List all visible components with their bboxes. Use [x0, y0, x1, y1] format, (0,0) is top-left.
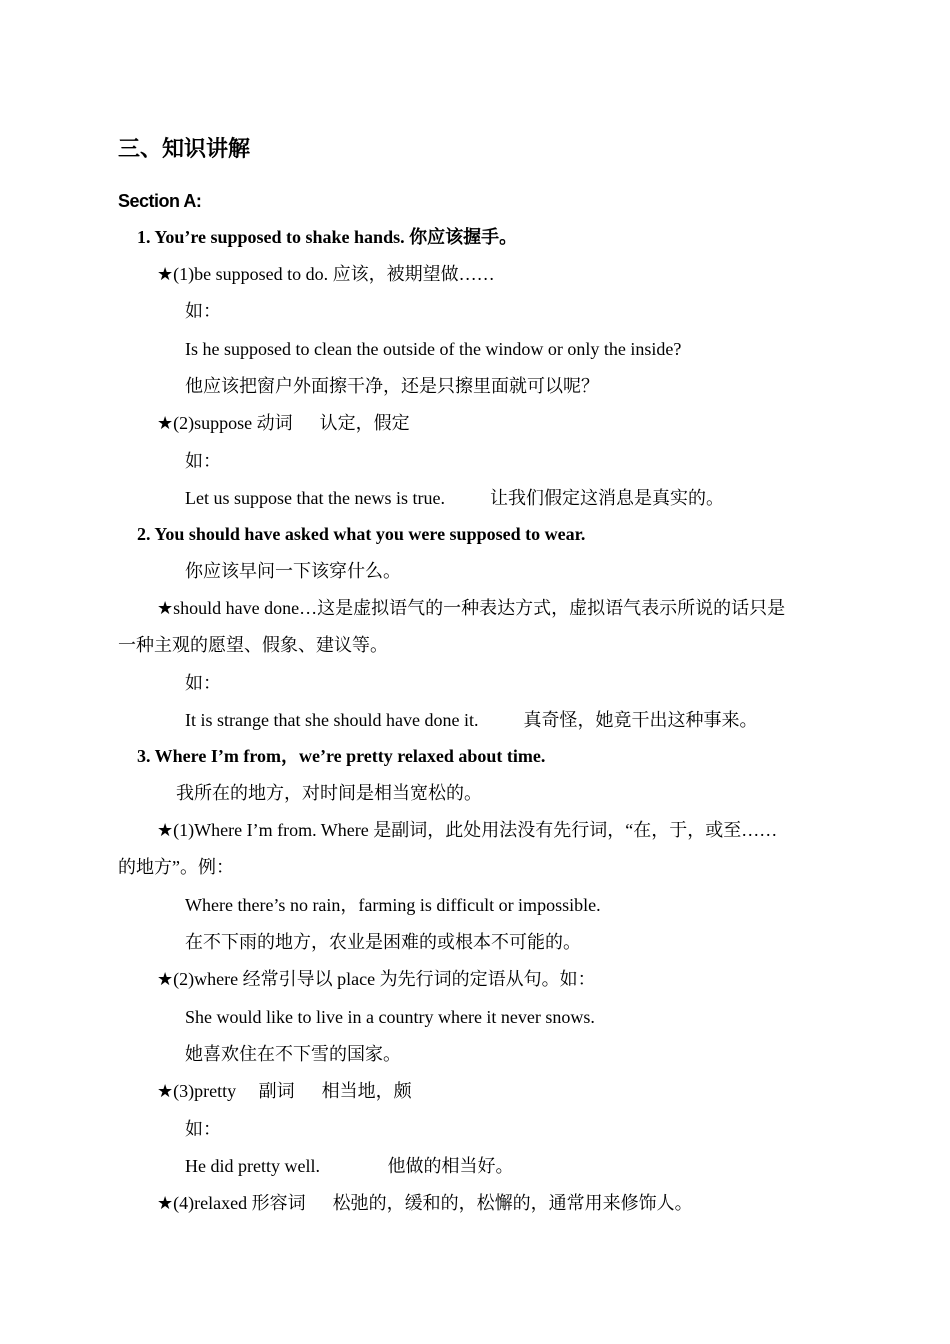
note-line: ★(2)where 经常引导以 place 为先行词的定语从句。如： [157, 969, 596, 989]
example-sentence: Let us suppose that the news is true. 让我们假定这消息是真实的。 [185, 488, 724, 508]
section-heading: 三、知识讲解 [118, 137, 251, 162]
note-line-continued: 一种主观的愿望、假象、建议等。 [118, 635, 388, 655]
point-3-heading: 3. Where I’m from，we’re pretty relaxed about time. [137, 746, 546, 766]
point-2-heading: 2. You should have asked what you were supposed to wear. [137, 524, 586, 544]
example-sentence: Where there’s no rain，farming is difficult or impossible. [185, 895, 601, 915]
note-line: ★(2)suppose 动词 认定，假定 [157, 413, 410, 433]
note-line: ★(1)Where I’m from. Where 是副词，此处用法没有先行词，“在，于，或至…… [157, 820, 778, 840]
example-sentence: It is strange that she should have done it. 真奇怪，她竟干出这种事来。 [185, 710, 758, 730]
example-translation: 在不下雨的地方，农业是困难的或根本不可能的。 [185, 932, 581, 952]
example-translation: 我所在的地方，对时间是相当宽松的。 [176, 783, 482, 803]
example-sentence: She would like to live in a country where it never snows. [185, 1007, 595, 1027]
example-translation: 他应该把窗户外面擦干净，还是只擦里面就可以呢？ [185, 376, 599, 396]
note-line: ★(1)be supposed to do. 应该，被期望做…… [157, 264, 495, 284]
example-translation: 她喜欢住在不下雪的国家。 [185, 1044, 401, 1064]
note-line-continued: 的地方”。例： [118, 857, 234, 877]
note-line: ★(3)pretty 副词 相当地，颇 [157, 1081, 412, 1101]
example-label: 如： [185, 673, 221, 693]
example-label: 如： [185, 1119, 221, 1139]
point-1-heading: 1. You’re supposed to shake hands. 你应该握手。 [137, 227, 518, 247]
note-line: ★(4)relaxed 形容词 松弛的，缓和的，松懈的，通常用来修饰人。 [157, 1193, 693, 1213]
section-title: Section A: [118, 191, 202, 211]
example-label: 如： [185, 301, 221, 321]
example-sentence: He did pretty well. 他做的相当好。 [185, 1156, 514, 1176]
note-line: ★should have done…这是虚拟语气的一种表达方式，虚拟语气表示所说的话只是 [157, 598, 786, 618]
example-sentence: Is he supposed to clean the outside of the window or only the inside? [185, 339, 682, 359]
example-label: 如： [185, 451, 221, 471]
example-translation: 你应该早问一下该穿什么。 [185, 561, 401, 581]
